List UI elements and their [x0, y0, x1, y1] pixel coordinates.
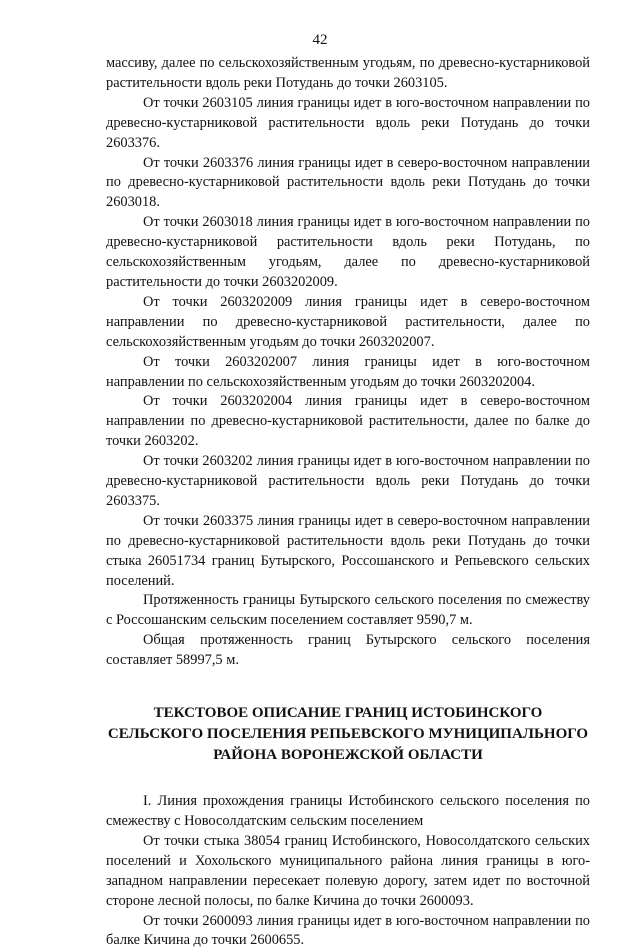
paragraph: От точки 2603018 линия границы идет в юго-восточном направлении по древесно-кустарниковой растительности вдоль реки Потудань, по сельскохозяйственным угодьям, далее по древесно-кустарниковой растительности до точки 2603202009. — [106, 214, 590, 290]
heading-line: СЕЛЬСКОГО ПОСЕЛЕНИЯ РЕПЬЕВСКОГО МУНИЦИПАЛЬНОГО — [107, 726, 589, 743]
paragraph: От точки 2603105 линия границы идет в юго-восточном направлении по древесно-кустарниковой растительности вдоль реки Потудань до точки 2603376. — [106, 94, 590, 151]
paragraph: Общая протяженность границ Бутырского сельского поселения составляет 58997,5 м. — [106, 632, 590, 669]
section-heading — [106, 703, 590, 766]
paragraph: От точки стыка 38054 границ Истобинского, Новосолдатского сельских поселений и Хохольского муниципального района линия границы в юго-западном направлении пересекает полевую дорогу, затем идет по восточной стороне лесной полосы, по балке Кичина до точки 2600093. — [106, 832, 590, 909]
page-number: 42 — [312, 32, 328, 48]
paragraph: Протяженность границы Бутырского сельского поселения по смежеству с Россошанским сельским поселением составляет 9590,7 м. — [106, 592, 590, 629]
paragraph: массиву, далее по сельскохозяйственным угодьям, по древесно-кустарниковой растительности вдоль реки Потудань до точки 2603105. — [106, 55, 590, 91]
paragraph: От точки 2603376 линия границы идет в северо-восточном направлении по древесно-кустарниковой растительности вдоль реки Потудань до точки 2603018. — [106, 154, 590, 211]
paragraph: От точки 2600093 линия границы идет в юго-восточном направлении по балке Кичина до точки 2600655. — [106, 912, 590, 949]
heading-line: РАЙОНА ВОРОНЕЖСКОЙ ОБЛАСТИ — [213, 747, 483, 764]
heading-line: ТЕКСТОВОЕ ОПИСАНИЕ ГРАНИЦ ИСТОБИНСКОГО — [153, 705, 543, 722]
paragraph: От точки 2603202007 линия границы идет в юго-восточном направлении по сельскохозяйственным угодьям до точки 2603202004. — [106, 353, 590, 390]
paragraph: От точки 2603202009 линия границы идет в северо-восточном направлении по древесно-кустарниковой растительности, далее по сельскохозяйственным угодьям до точки 2603202007. — [106, 293, 590, 350]
paragraph: От точки 2603202004 линия границы идет в северо-восточном направлении по древесно-кустарниковой растительности, далее по балке до точки 2603202. — [106, 393, 590, 450]
paragraph: От точки 2603375 линия границы идет в северо-восточном направлении по древесно-кустарниковой растительности вдоль реки Потудань до точки стыка 26051734 границ Бутырского, Россошанского и Репьевского сельских поселений. — [106, 512, 590, 589]
document-body — [106, 54, 590, 951]
paragraph: От точки 2603202 линия границы идет в юго-восточном направлении по древесно-кустарниковой растительности вдоль реки Потудань до точки 2603375. — [106, 453, 590, 509]
paragraph: I. Линия прохождения границы Истобинского сельского поселения по смежеству с Новосолдатским сельским поселением — [106, 793, 590, 829]
